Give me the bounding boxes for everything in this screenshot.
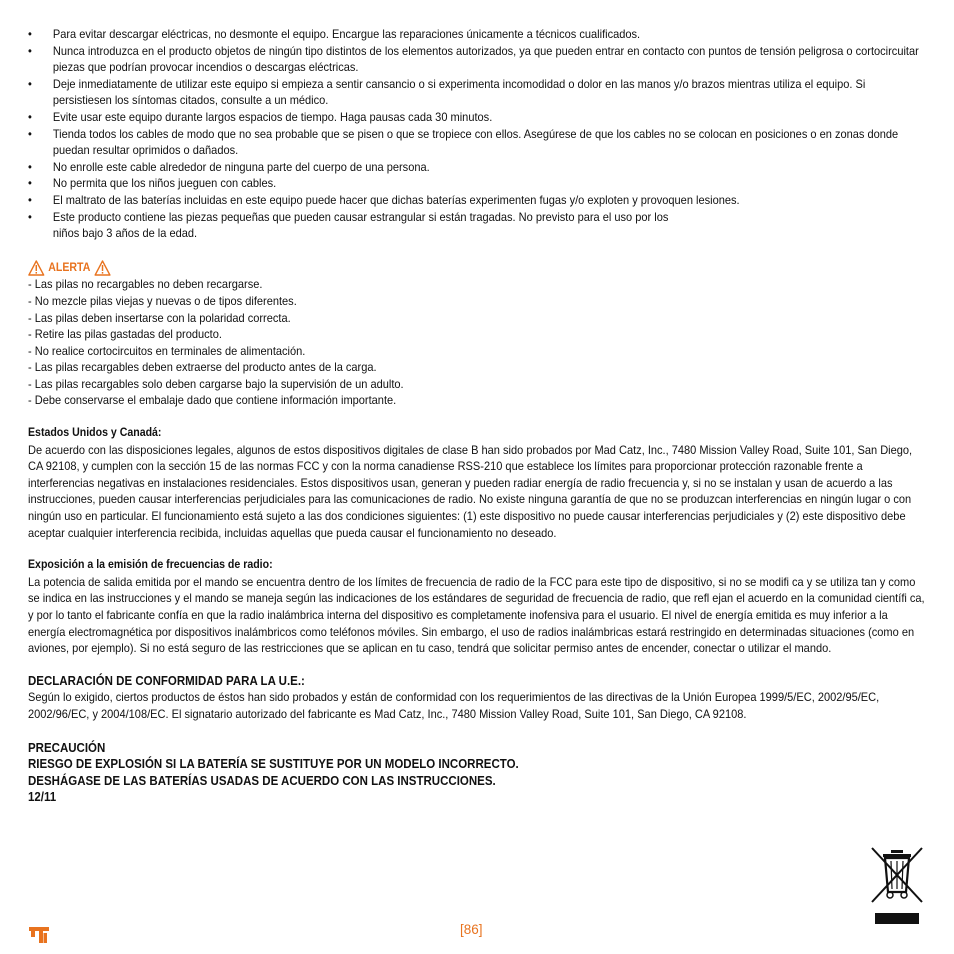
alert-title: ALERTA: [48, 261, 91, 274]
page-number: [86]: [460, 922, 483, 937]
safety-bullet-last: [28, 209, 926, 242]
alert-item: - Debe conservarse el embalaje dado que contiene información importante.: [28, 393, 397, 408]
caution-line: DESHÁGASE DE LAS BATERÍAS USADAS DE ACUERDO CON LAS INSTRUCCIONES.: [28, 773, 496, 788]
safety-bullet: • Para evitar descargar eléctricas, no desmonte el equipo. Encargue las reparaciones únicamente a técnicos cualificados.: [28, 26, 926, 43]
fcc-section: [28, 425, 926, 541]
fcc-body: De acuerdo con las disposiciones legales, algunos de estos dispositivos digitales de clase B han sido probados por Mad Catz, Inc., 7480 Mission Valley Road, Suite 101, San Diego, CA 92108, y cumplen con la sección 15 de las normas FCC y con la norma canadiense RSS-210 que establece los límites para proporcionar protección razonable frente a interferencias negativas en instalaciones residenciales. Estos dispositivos usan, generan y pueden radiar energía de radio frecuencia y, si no se instalan y usan de acuerdo a las instrucciones, pueden causar interferencias perjudiciales para las comunicaciones de radio. No existe ninguna garantía de que no se produzcan interferencias en ningún lugar o con ningún uso en particular. El funcionamiento está sujeto a las dos condiciones siguientes: (1) este dispositivo no puede causar interferencias perjudiciales y (2) este dispositivo debe aceptar cualquier interferencia recibida, incluidas aquellas que pueda causar el funcionamiento no deseado.: [28, 442, 913, 540]
fcc-heading: Estados Unidos y Canadá:: [28, 427, 162, 440]
rf-body: La potencia de salida emitida por el mando se encuentra dentro de los límites de frecuencia de radio de la FCC para este tipo de dispositivo, si no se modifi ca y se utiliza tan y como se indica en las instrucciones y el mando se maneja según las indicaciones de los estándares de seguridad de frecuencia de radio, que refl ejan el acuerdo en la comunidad científi ca, y por lo tanto el fabricante confía en que la radio inalámbrica interna del dispositivo es completamente inofensiva para el usuario. El nivel de energía emitida es muy inferior a la energía electromagnética por dispositivos inalámbricos como teléfonos móviles. Sin embargo, el uso de radios inalámbricas estará restringido en determinadas situaciones (como en aviones, por ejemplo). Si no está seguro de las restricciones que se aplican en tu caso, tendrá que solicitar permiso antes de encender, conectar o utilizar el mando.: [28, 574, 925, 656]
alert-heading: [28, 260, 926, 277]
safety-bullet-line: Este producto contiene las piezas pequeñas que pueden causar estrangular si están tragadas. No previsto para el uso por los: [52, 209, 669, 224]
alert-item: - Las pilas recargables deben extraerse del producto antes de la carga.: [28, 360, 377, 375]
safety-bullet: • Nunca introduzca en el producto objetos de ningún tipo distintos de los elementos autorizados, ya que pueden entrar en contacto con puntos de tensión peligrosa o cortocircuitar piezas que podrían provocar incendios o descargas eléctricas.: [28, 43, 926, 76]
warning-triangle-icon: [94, 260, 111, 276]
alert-item: - Las pilas no recargables no deben recargarse.: [28, 277, 263, 292]
alert-item: - Las pilas deben insertarse con la polaridad correcta.: [28, 310, 291, 325]
safety-bullet: • No permita que los niños jueguen con cables.: [28, 175, 926, 192]
caution-section: [28, 740, 926, 806]
crossed-out-bin-icon: [870, 846, 924, 926]
alert-item: - No realice cortocircuitos en terminales de alimentación.: [28, 343, 306, 358]
warning-triangle-icon: [28, 260, 45, 276]
rf-heading: Exposición a la emisión de frecuencias de radio:: [28, 559, 273, 572]
alert-item: - Las pilas recargables solo deben cargarse bajo la supervisión de un adulto.: [28, 376, 404, 391]
caution-line: RIESGO DE EXPLOSIÓN SI LA BATERÍA SE SUSTITUYE POR UN MODELO INCORRECTO.: [28, 757, 519, 772]
eu-heading: DECLARACIÓN DE CONFORMIDAD PARA LA U.E.:: [28, 673, 305, 688]
alert-item: - Retire las pilas gastadas del producto.: [28, 327, 222, 342]
alert-item: - No mezcle pilas viejas y nuevas o de tipos diferentes.: [28, 293, 297, 308]
safety-bullet: • Evite usar este equipo durante largos espacios de tiempo. Haga pausas cada 30 minutos.: [28, 109, 926, 126]
safety-bullet: • El maltrato de las baterías incluidas en este equipo puede hacer que dichas baterías experimenten fugas y/o exploten y provoquen lesiones.: [28, 192, 926, 209]
safety-bullet-line: niños bajo 3 años de la edad.: [52, 226, 198, 241]
safety-bullet: • Tienda todos los cables de modo que no sea probable que se pisen o que se tropiece con ellos. Asegúrese de que los cables no se colocan en posiciones o en zonas donde puedan resultar oprimidos o dañados.: [28, 126, 926, 159]
safety-bullet-list: [28, 26, 926, 242]
eu-body: Según lo exigido, ciertos productos de éstos han sido probados y están de conformidad con los requerimientos de las directivas de la Unión Europea 1999/5/EC, 2002/95/EC, 2002/96/EC, y 2004/108/EC. El signatario autorizado del fabricante es Mad Catz, Inc., 7480 Mission Valley Road, Suite 101, San Diego, CA 92108.: [28, 690, 880, 721]
tritton-logo-icon: [29, 927, 49, 943]
revision-date: 12/11: [28, 790, 57, 805]
rf-section: [28, 557, 926, 657]
safety-bullet: • No enrolle este cable alrededor de ninguna parte del cuerpo de una persona.: [28, 159, 926, 176]
document-body: [28, 26, 926, 806]
safety-bullet: • Deje inmediatamente de utilizar este equipo si empieza a sentir cansancio o si experimenta incomodidad o dolor en las manos y/o brazos mientras utiliza el equipo. Si persistiesen los síntomas citados, consulte a un médico.: [28, 76, 926, 109]
alert-list: [28, 276, 926, 409]
eu-section: [28, 673, 926, 723]
caution-title: PRECAUCIÓN: [28, 740, 106, 755]
document-page: [28, 26, 926, 806]
